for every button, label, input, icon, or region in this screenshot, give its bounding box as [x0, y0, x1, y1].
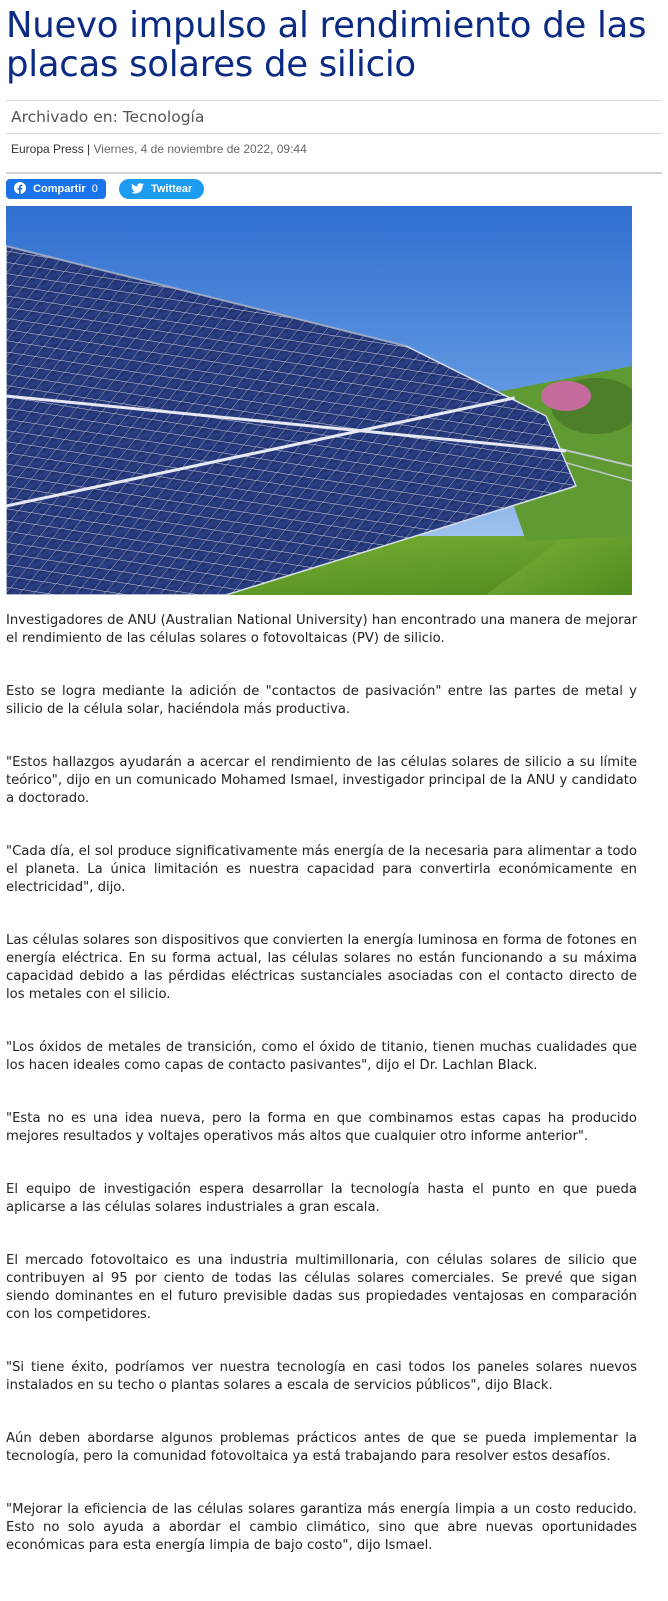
twitter-icon [131, 183, 144, 194]
article-image [6, 206, 632, 595]
facebook-icon [14, 182, 26, 194]
share-bar [6, 174, 662, 206]
byline-separator: | [87, 142, 91, 156]
facebook-share-count: 0 [91, 183, 98, 195]
paragraph: "Si tiene éxito, podríamos ver nuestra tecnología en casi todos los paneles solares nuevos instalados en su techo o plantas solares a escala de servicios públicos", dijo Black. [6, 1360, 637, 1393]
twitter-share-button[interactable] [119, 179, 204, 199]
facebook-share-button[interactable] [6, 179, 106, 199]
archived-in[interactable]: Archivado en: Tecnología [6, 100, 662, 134]
twitter-share-label: Twittear [150, 183, 193, 195]
publish-date: Viernes, 4 de noviembre de 2022, 09:44 [93, 142, 307, 156]
paragraph: "Mejorar la eficiencia de las células solares garantiza más energía limpia a un costo reducido. Esto no solo ayuda a abordar el cambio climático, sino que abre nuevas oportunidades económicas para esta energía limpia de bajo costo", dijo Ismael. [6, 1502, 637, 1553]
paragraph: Esto se logra mediante la adición de "contactos de pasivación" entre las partes de metal y silicio de la célula solar, haciéndola más productiva. [6, 684, 637, 717]
paragraph: Aún deben abordarse algunos problemas prácticos antes de que se pueda implementar la tecnología, pero la comunidad fotovoltaica ya está trabajando para resolver estos desafíos. [6, 1431, 637, 1464]
paragraph: "Cada día, el sol produce significativamente más energía de la necesaria para alimentar a todo el planeta. La única limitación es nuestra capacidad para convertirla económicamente en electricidad", dijo. [6, 844, 637, 895]
paragraph: El equipo de investigación espera desarrollar la tecnología hasta el punto en que pueda aplicarse a las células solares industriales a gran escala. [6, 1182, 637, 1215]
article-title: Nuevo impulso al rendimiento de las placas solares de silicio [6, 5, 647, 85]
paragraph: El mercado fotovoltaico es una industria multimillonaria, con células solares de silicio que contribuyen al 95 por ciento de todas las células solares comerciales. Se prevé que sigan siendo dominantes en el futuro previsible dadas sus propiedades ventajosas en comparación con los competidores. [6, 1253, 637, 1322]
paragraph: "Esta no es una idea nueva, pero la forma en que combinamos estas capas ha producido mejores resultados y voltajes operativos más altos que cualquier otro informe anterior". [6, 1111, 637, 1144]
source-name: Europa Press [11, 142, 84, 156]
paragraph: "Los óxidos de metales de transición, como el óxido de titanio, tienen muchas cualidades que los hacen ideales como capas de contacto pasivantes", dijo el Dr. Lachlan Black. [6, 1040, 637, 1073]
paragraph: Las células solares son dispositivos que convierten la energía luminosa en forma de fotones en energía eléctrica. En su forma actual, las células solares no están funcionando a su máxima capacidad debido a las pérdidas eléctricas sustanciales asociadas con el contacto directo de los metales con el silicio. [6, 933, 637, 1002]
facebook-share-label: Compartir [33, 183, 86, 195]
paragraph: Investigadores de ANU (Australian National University) han encontrado una manera de mejorar el rendimiento de las células solares o fotovoltaicas (PV) de silicio. [6, 613, 637, 646]
article-body [6, 612, 662, 1555]
byline [6, 134, 662, 174]
paragraph: "Estos hallazgos ayudarán a acercar el rendimiento de las células solares de silicio a su límite teórico", dijo en un comunicado Mohamed Ismael, investigador principal de la ANU y candidato a doctorado. [6, 755, 637, 806]
